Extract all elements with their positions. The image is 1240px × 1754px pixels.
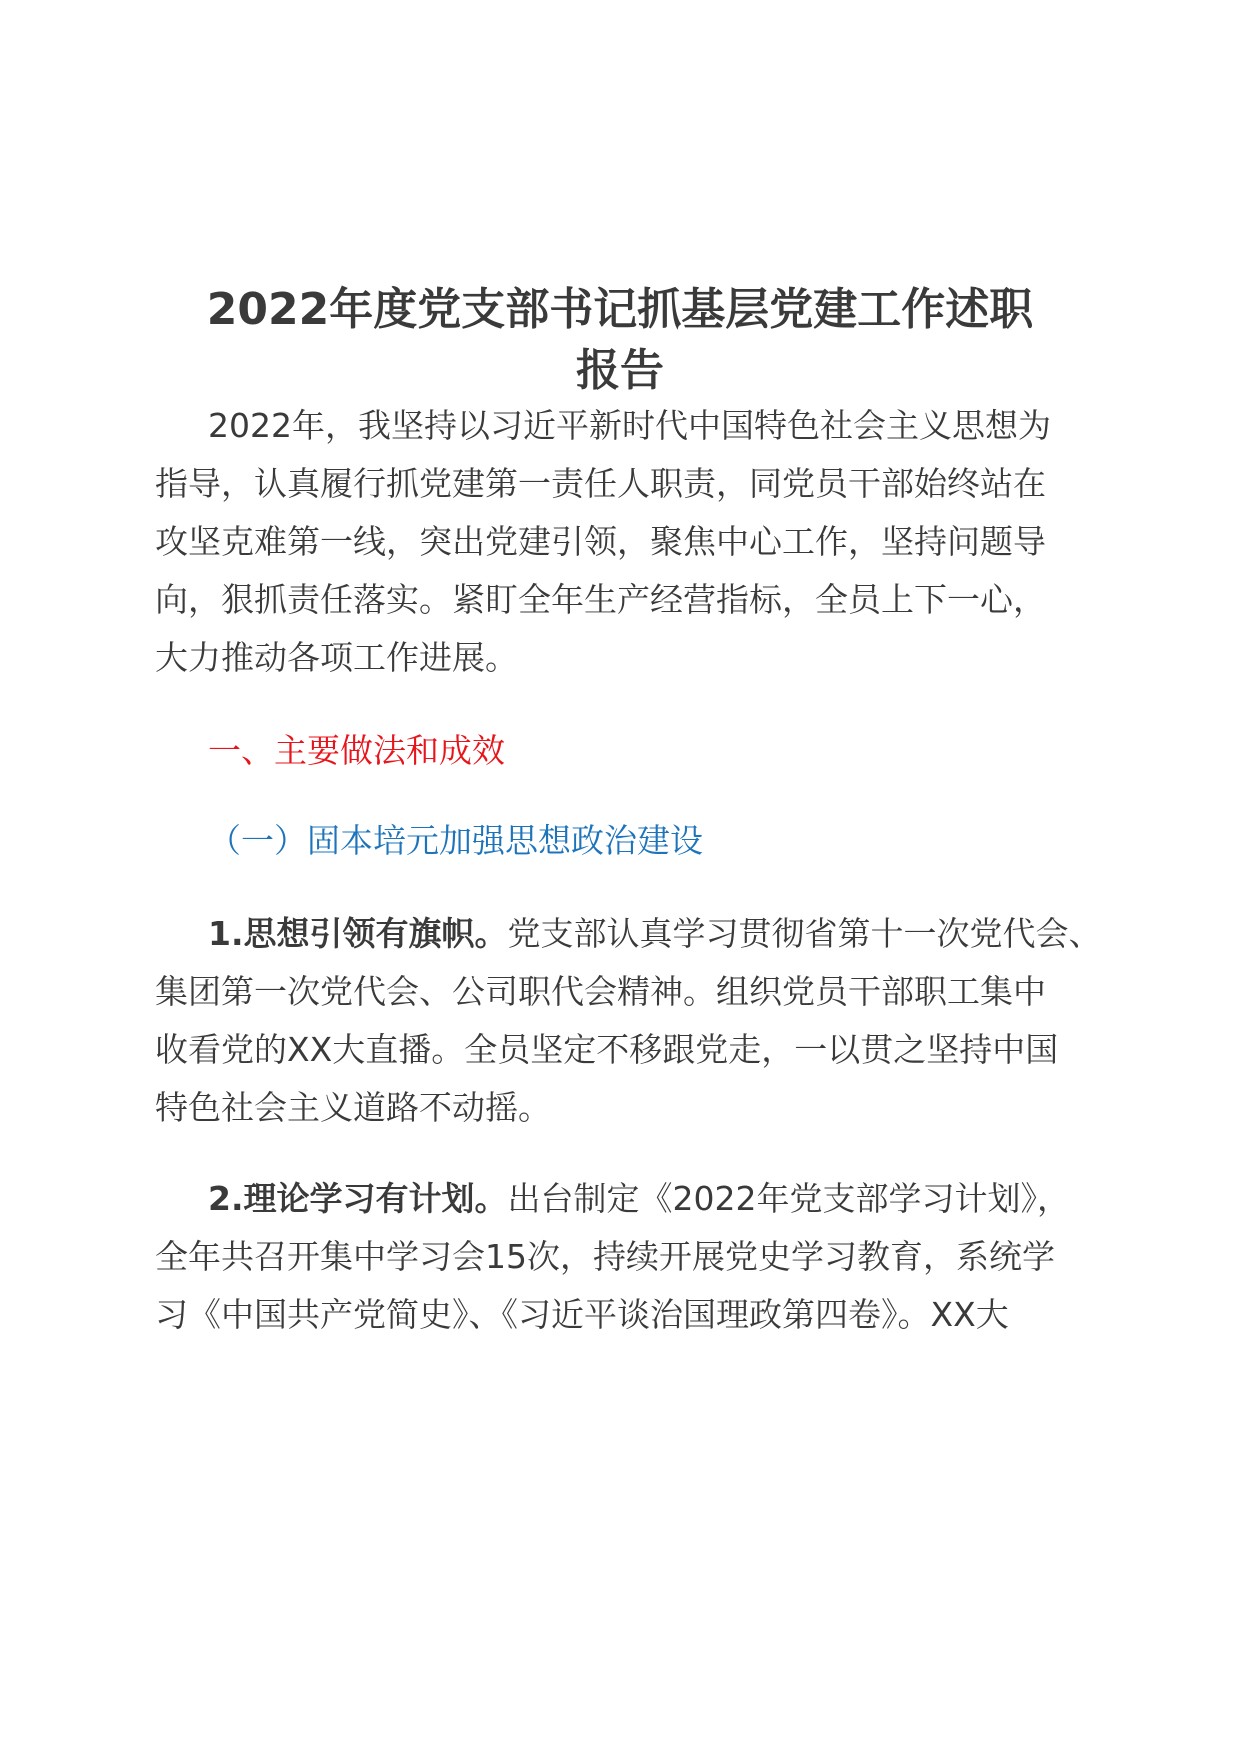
document-title-line-1: 2022年度党支部书记抓基层党建工作述职 (206, 284, 1034, 335)
item-2-lead: 2.理论学习有计划。 (208, 1179, 508, 1218)
item-1-line-2: 集团第一次党代会、公司职代会精神。组织党员干部职工集中 (155, 972, 1046, 1011)
subsection-heading-1: （一）固本培元加强思想政治建设 (208, 821, 703, 860)
intro-line-5: 大力推动各项工作进展。 (155, 638, 518, 677)
item-2-first-rest: 出台制定《2022年党支部学习计划》， (507, 1179, 1070, 1218)
document-title-line-2: 报告 (576, 345, 664, 396)
item-1-first-rest: 党支部认真学习贯彻省第十一次党代会、 (507, 914, 1102, 953)
intro-line-4: 向，狠抓责任落实。紧盯全年生产经营指标，全员上下一心， (155, 580, 1046, 619)
item-1-lead: 1.思想引领有旗帜。 (208, 914, 508, 953)
item-1-line-4: 特色社会主义道路不动摇。 (155, 1088, 551, 1127)
item-2-line-2: 全年共召开集中学习会15次，持续开展党史学习教育，系统学 (155, 1237, 1055, 1276)
item-1-line-1 (208, 912, 1102, 956)
intro-line-2: 指导，认真履行抓党建第一责任人职责，同党员干部始终站在 (155, 464, 1046, 503)
item-2-line-1 (208, 1177, 1070, 1221)
intro-line-3: 攻坚克难第一线，突出党建引领，聚焦中心工作，坚持问题导 (155, 522, 1046, 561)
section-heading-1: 一、主要做法和成效 (208, 731, 505, 770)
intro-line-1: 2022年，我坚持以习近平新时代中国特色社会主义思想为 (208, 406, 1051, 445)
item-2-line-3: 习《中国共产党简史》、《习近平谈治国理政第四卷》。XX大 (155, 1295, 1009, 1334)
item-1-line-3: 收看党的XX大直播。全员坚定不移跟党走，一以贯之坚持中国 (155, 1030, 1059, 1069)
